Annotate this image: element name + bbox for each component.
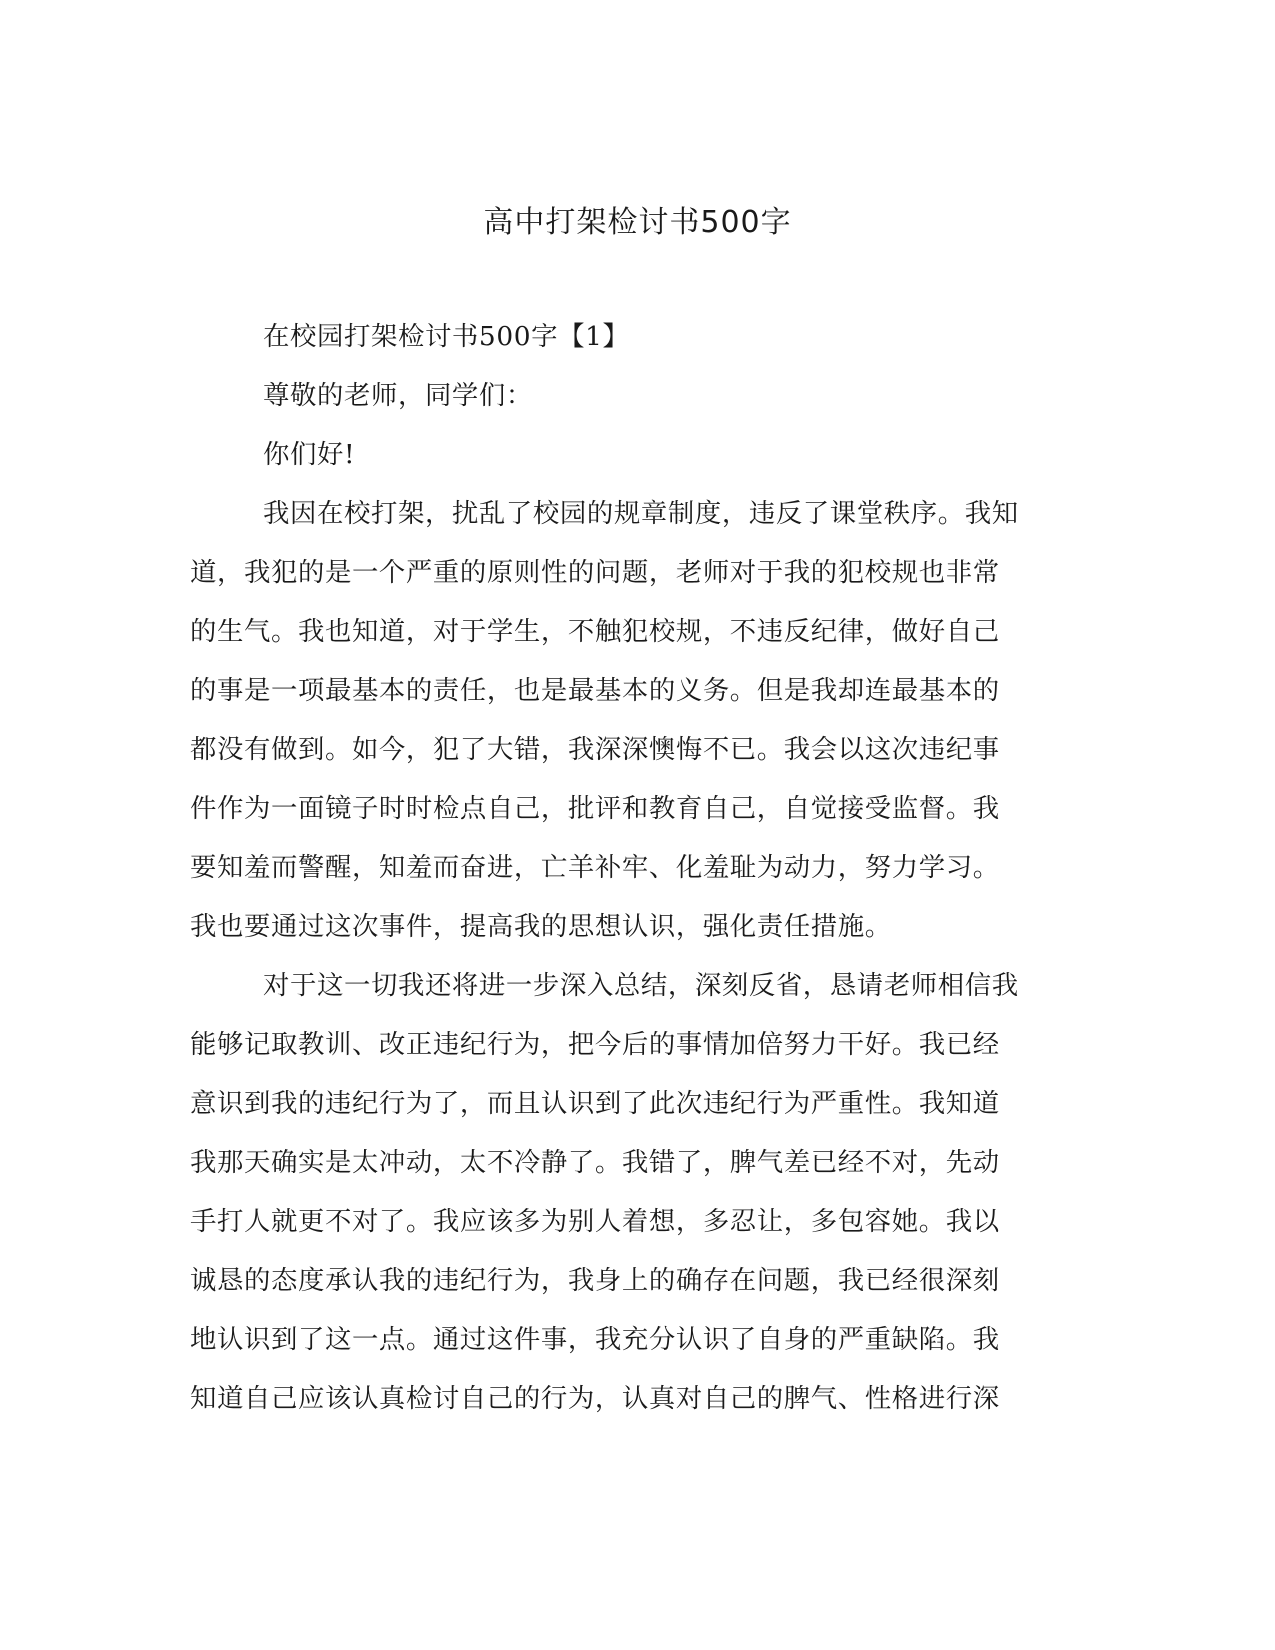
paragraph-line: 的事是一项最基本的责任，也是最基本的义务。但是我却连最基本的: [190, 675, 1000, 706]
salutation: 尊敬的老师，同学们：: [263, 380, 533, 411]
paragraph-line: 地认识到了这一点。通过这件事，我充分认识了自身的严重缺陷。我: [190, 1324, 1000, 1355]
paragraph-line: 要知羞而警醒，知羞而奋进，亡羊补牢、化羞耻为动力，努力学习。: [190, 852, 1000, 883]
paragraph-line: 我那天确实是太冲动，太不冷静了。我错了，脾气差已经不对，先动: [190, 1147, 1000, 1178]
paragraph-line: 知道自己应该认真检讨自己的行为，认真对自己的脾气、性格进行深: [190, 1383, 1000, 1414]
paragraph-line: 道，我犯的是一个严重的原则性的问题，老师对于我的犯校规也非常: [190, 557, 1000, 588]
paragraph-line: 能够记取教训、改正违纪行为，把今后的事情加倍努力干好。我已经: [190, 1029, 1000, 1060]
paragraph-line: 意识到我的违纪行为了，而且认识到了此次违纪行为严重性。我知道: [190, 1088, 1000, 1119]
paragraph-line: 手打人就更不对了。我应该多为别人着想，多忍让，多包容她。我以: [190, 1206, 1000, 1237]
paragraph-line: 诚恳的态度承认我的违纪行为，我身上的确存在问题，我已经很深刻: [190, 1265, 1000, 1296]
greeting: 你们好!: [263, 439, 356, 470]
paragraph-line: 的生气。我也知道，对于学生，不触犯校规，不违反纪律，做好自己: [190, 616, 1000, 647]
paragraph-line: 对于这一切我还将进一步深入总结，深刻反省，恳请老师相信我: [263, 970, 1019, 1001]
section-heading: 在校园打架检讨书500字【1】: [263, 321, 630, 352]
document-title: 高中打架检讨书500字: [483, 205, 792, 240]
paragraph-line: 都没有做到。如今，犯了大错，我深深懊悔不已。我会以这次违纪事: [190, 734, 1000, 765]
paragraph-line: 件作为一面镜子时时检点自己，批评和教育自己，自觉接受监督。我: [190, 793, 1000, 824]
paragraph-line: 我因在校打架，扰乱了校园的规章制度，违反了课堂秩序。我知: [263, 498, 1019, 529]
paragraph-line: 我也要通过这次事件，提高我的思想认识，强化责任措施。: [190, 911, 892, 942]
